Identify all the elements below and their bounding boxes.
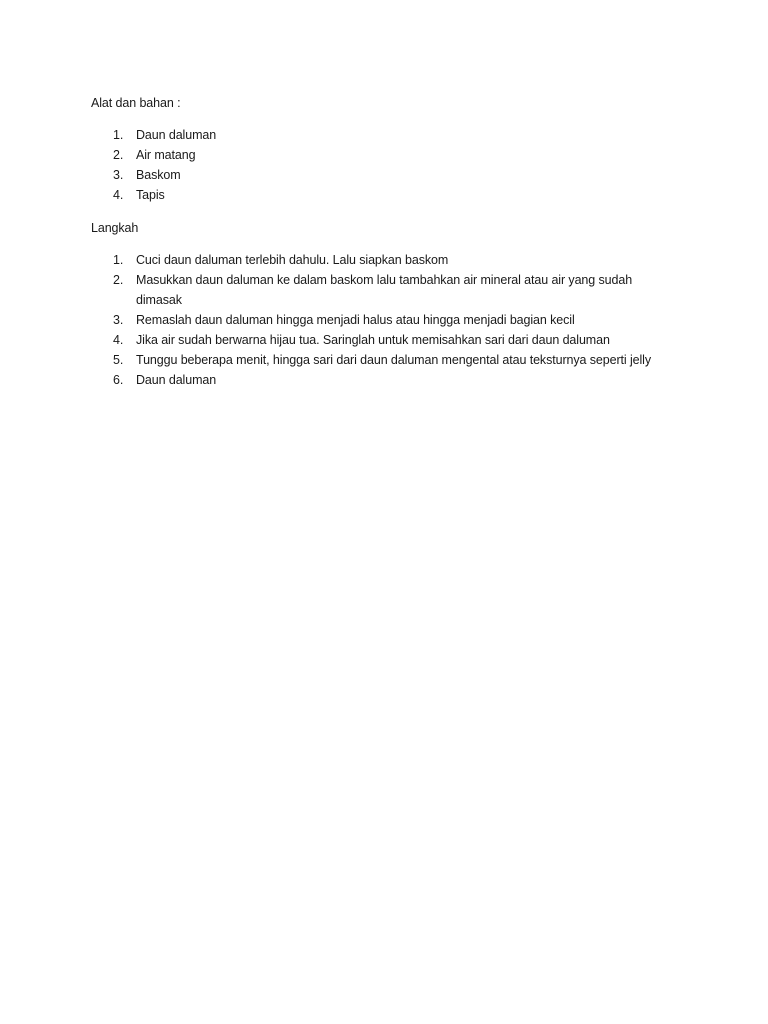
list-item — [91, 330, 691, 350]
list-text: Cuci daun daluman terlebih dahulu. Lalu siapkan baskom — [136, 253, 449, 267]
section-heading-steps: Langkah — [91, 221, 139, 235]
list-text: Jika air sudah berwarna hijau tua. Saringlah untuk memisahkan sari dari daun daluman — [136, 333, 610, 347]
list-text: Air matang — [136, 148, 196, 162]
list-item — [91, 250, 691, 270]
list-number: 4. — [113, 188, 124, 202]
list-item — [91, 350, 691, 370]
list-item — [91, 310, 691, 330]
list-number: 2. — [113, 273, 124, 287]
list-number: 4. — [113, 333, 124, 347]
list-number: 5. — [113, 353, 124, 367]
list-number: 1. — [113, 253, 124, 267]
list-text: Masukkan daun daluman ke dalam baskom lalu tambahkan air mineral atau air yang sudah dimasak — [136, 273, 633, 307]
list-text: Tapis — [136, 188, 165, 202]
list-text: Remaslah daun daluman hingga menjadi halus atau hingga menjadi bagian kecil — [136, 313, 575, 327]
list-text: Tunggu beberapa menit, hingga sari dari daun daluman mengental atau teksturnya seperti jelly — [136, 353, 651, 367]
document-content — [91, 93, 691, 390]
list-number: 3. — [113, 313, 124, 327]
section-heading-tools: Alat dan bahan : — [91, 96, 181, 110]
list-number: 1. — [113, 128, 124, 142]
list-text: Daun daluman — [136, 128, 217, 142]
steps-list — [91, 250, 691, 390]
tools-list — [91, 125, 691, 205]
list-item — [91, 370, 691, 390]
list-text: Daun daluman — [136, 373, 217, 387]
list-item — [91, 185, 691, 205]
list-number: 6. — [113, 373, 124, 387]
list-item — [91, 270, 691, 310]
list-item — [91, 165, 691, 185]
list-item — [91, 125, 691, 145]
list-item — [91, 145, 691, 165]
list-text: Baskom — [136, 168, 181, 182]
list-number: 3. — [113, 168, 124, 182]
list-number: 2. — [113, 148, 124, 162]
